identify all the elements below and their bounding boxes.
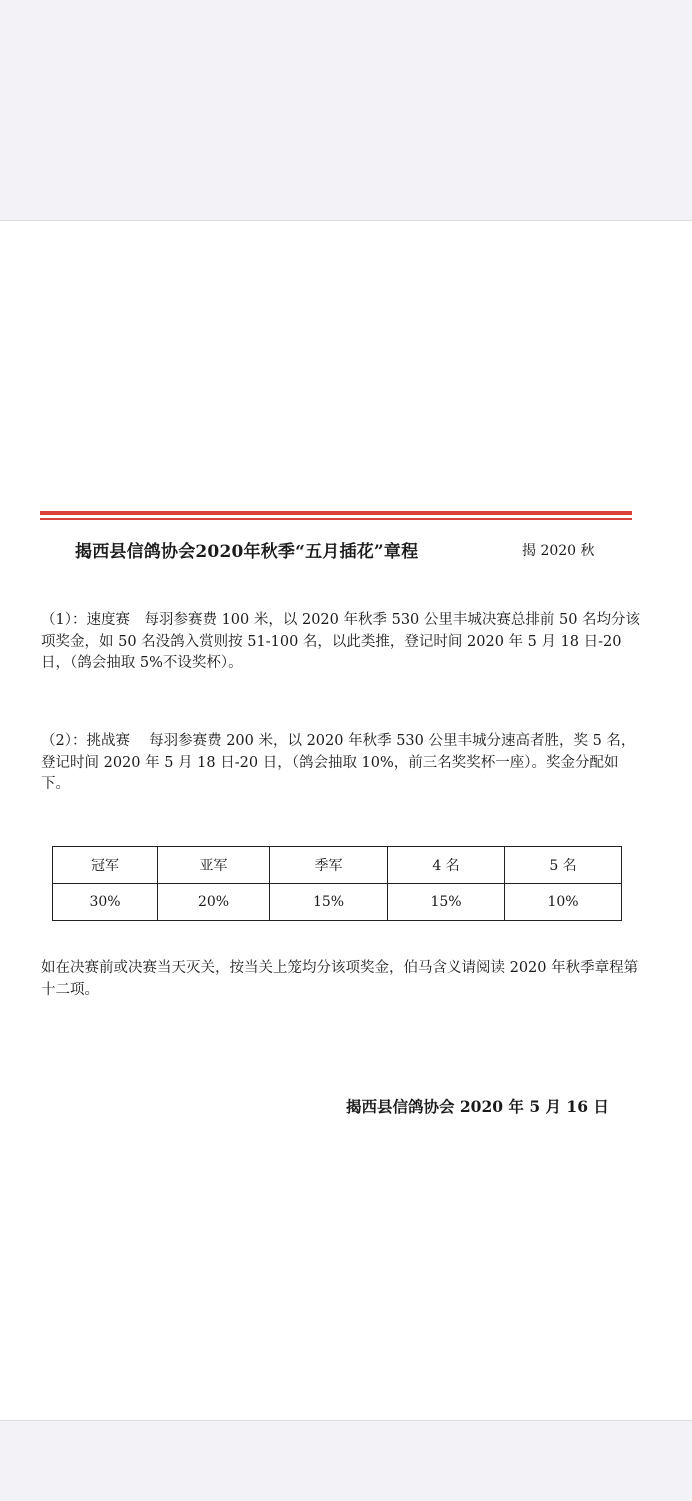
table-cell: 30%: [53, 884, 158, 921]
document-code: 揭 2020 秋: [522, 543, 595, 559]
table-header-cell: 冠军: [53, 847, 158, 884]
table-row: [53, 884, 622, 921]
bottom-gray-band: [0, 1420, 692, 1501]
note-paragraph: 如在决赛前或决赛当天灭关，按当关上笼均分该项奖金，伯马含义请阅读 2020 年秋季章程第十二项。: [41, 960, 639, 998]
section-speed-race: （1）：速度赛 每羽参赛费 100 米，以 2020 年秋季 530 公里丰城决赛总排前 50 名均分该项奖金，如 50 名没鸽入赏则按 51-100 名，以此类推，登记时间 2020 年 5 月 18 日-20 日，（鸽会抽取 5%不设奖杯）。: [41, 612, 641, 671]
table-cell: 15%: [270, 884, 388, 921]
table-header-cell: 季军: [270, 847, 388, 884]
table-header-cell: 亚军: [158, 847, 270, 884]
document-title: 揭西县信鸽协会2020年秋季“五月插花”章程: [75, 542, 419, 562]
section-challenge-race: （2）：挑战赛 每羽参赛费 200 米，以 2020 年秋季 530 公里丰城分速高者胜，奖 5 名，登记时间 2020 年 5 月 18 日-20 日，（鸽会抽取 10%，前三名奖奖杯一座）。奖金分配如下。: [41, 733, 636, 792]
table-cell: 20%: [158, 884, 270, 921]
signature-line: 揭西县信鸽协会 2020 年 5 月 16 日: [346, 1097, 609, 1116]
prize-distribution-table: [52, 846, 622, 921]
header-red-rule: [40, 511, 632, 515]
table-cell: 15%: [388, 884, 505, 921]
top-gray-band: [0, 0, 692, 221]
table-header-cell: 4 名: [388, 847, 505, 884]
table-header-cell: 5 名: [505, 847, 622, 884]
table-cell: 10%: [505, 884, 622, 921]
table-header-row: [53, 847, 622, 884]
document-page: [0, 221, 692, 1420]
header-red-rule-thin: [40, 518, 632, 520]
